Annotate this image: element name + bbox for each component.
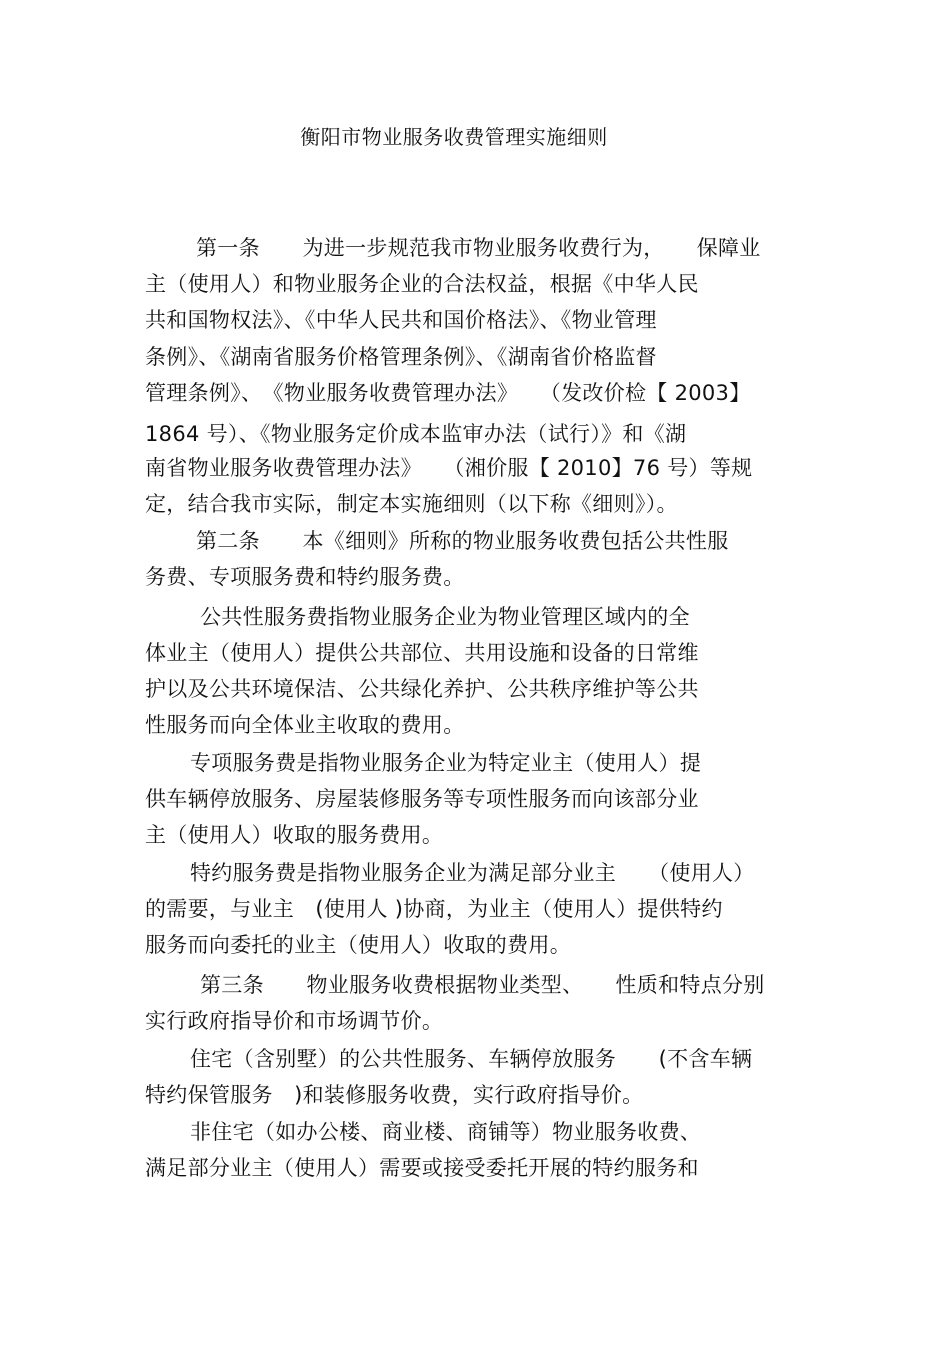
body-line: 性服务而向全体业主收取的费用。 bbox=[145, 713, 465, 737]
body-line: 专项服务费是指物业服务企业为特定业主（使用人）提 bbox=[190, 751, 702, 775]
body-line: 实行政府指导价和市场调节价。 bbox=[145, 1009, 444, 1033]
body-line: 条例》、《湖南省服务价格管理条例》、《湖南省价格监督 bbox=[145, 345, 657, 369]
body-line: 第二条 本《细则》所称的物业服务收费包括公共性服 bbox=[196, 529, 729, 553]
body-line: 供车辆停放服务、房屋装修服务等专项性服务而向该部分业 bbox=[145, 787, 699, 811]
body-line: 第一条 为进一步规范我市物业服务收费行为， 保障业 bbox=[196, 236, 761, 260]
body-line: 特约保管服务 )和装修服务收费，实行政府指导价。 bbox=[145, 1083, 644, 1107]
body-line: 共和国物权法》、《中华人民共和国价格法》、《物业管理 bbox=[145, 308, 657, 332]
body-line: 非住宅（如办公楼、商业楼、商铺等）物业服务收费、 bbox=[190, 1120, 702, 1144]
body-line: 主（使用人）收取的服务费用。 bbox=[145, 823, 444, 847]
body-line: 服务而向委托的业主（使用人）收取的费用。 bbox=[145, 933, 571, 957]
body-line: 务费、专项服务费和特约服务费。 bbox=[145, 565, 465, 589]
body-line: 满足部分业主（使用人）需要或接受委托开展的特约服务和 bbox=[145, 1156, 699, 1180]
document-title: 衡阳市物业服务收费管理实施细则 bbox=[300, 125, 608, 149]
body-line: 定，结合我市实际，制定本实施细则（以下称《细则》）。 bbox=[145, 492, 678, 516]
body-line: 第三条 物业服务收费根据物业类型、 性质和特点分别 bbox=[200, 973, 765, 997]
body-line: 的需要，与业主 (使用人 )协商，为业主（使用人）提供特约 bbox=[145, 897, 723, 921]
body-line: 特约服务费是指物业服务企业为满足部分业主 （使用人） bbox=[190, 861, 755, 885]
body-line: 管理条例》、 《物业服务收费管理办法》 （发改价检【 2003】 bbox=[145, 381, 751, 405]
body-line: 主（使用人）和物业服务企业的合法权益，根据《中华人民 bbox=[145, 272, 699, 296]
body-line: 住宅（含别墅）的公共性服务、车辆停放服务 (不含车辆 bbox=[190, 1047, 753, 1071]
body-line: 公共性服务费指物业服务企业为物业管理区域内的全 bbox=[200, 605, 690, 629]
body-line: 1864 号）、《物业服务定价成本监审办法（试行）》和《湖 bbox=[145, 422, 687, 446]
body-line: 体业主（使用人）提供公共部位、共用设施和设备的日常维 bbox=[145, 641, 699, 665]
body-line: 南省物业服务收费管理办法》 （湘价服【 2010】76 号）等规 bbox=[145, 456, 753, 480]
body-line: 护以及公共环境保洁、公共绿化养护、公共秩序维护等公共 bbox=[145, 677, 699, 701]
